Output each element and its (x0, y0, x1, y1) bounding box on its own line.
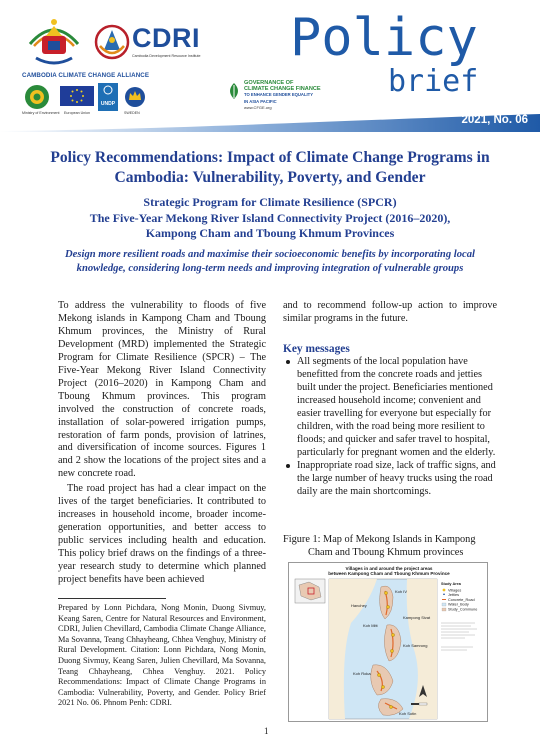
ccca-emblem-logo (26, 14, 82, 68)
gccf-leaf-icon (226, 82, 242, 100)
footnote-divider (58, 598, 166, 599)
ccca-caption: CAMBODIA CLIMATE CHANGE ALLIANCE (22, 72, 150, 79)
cdri-subtext: Cambodia Development Resource Institute (132, 54, 201, 58)
figure-caption-line: Cham and Tboung Khmum provinces (308, 546, 464, 558)
credits-footnote: Prepared by Lonn Pichdara, Nong Monin, Duong Sivmuy, Keang Saren, Centre for Natural Resources and Environment, CDRI, Julien Chevillard, Cambodia Climate Change Alliance, Ma Sovanna, Teang Chhayheang, Chhea Venghuy, Ministry of Rural Development. Citation: Lonn Pichdara, Nong Monin, Duong Sivmuy, Keang Saren, Julien Chevillard, Ma Sovanna, Teang Chhayheang, Chhea Venghuy. 2021. Policy Recommendations: Impact of Climate Change Programs in Cambodia: Vulnerability, Poverty, and Gender. Policy Brief 2021 No. 06. Phnom Penh: CDRI. (58, 603, 266, 708)
tagline: Design more resilient roads and maximise their socioeconomic benefits by incorporating local knowledge, considering long-term needs and improving integration of vulnerable groups (65, 249, 475, 274)
legend-item: Study_Commune (448, 607, 478, 612)
cdri-emblem-icon (94, 20, 130, 64)
issue-ribbon (0, 110, 540, 132)
subtitle-line: Kampong Cham and Tboung Khmum Provinces (145, 226, 395, 240)
page-number: 1 (264, 726, 269, 736)
gccf-line: IN ASIA PACIFIC (244, 98, 277, 104)
map-place-label: Koh Mitt (363, 623, 378, 628)
map-title-line: between Kampong Cham and Tboung Khmum Province (328, 571, 450, 577)
small-logo-caption: European Union (64, 111, 90, 115)
page-title: Policy Recommendations: Impact of Climate Change Programs in Cambodia: Vulnerability, Poverty, and Gender (50, 149, 490, 186)
gccf-line: www.CFGE.org (244, 104, 272, 110)
map-graphic (289, 563, 489, 723)
legend-item: Water_Body (448, 602, 469, 607)
legend-item: Concrete_Road (448, 597, 475, 602)
legend-item: Jetties (448, 593, 459, 597)
legend-commune-icon (442, 608, 446, 611)
issue-number: 2021, No. 06 (461, 114, 528, 126)
legend-village-icon (443, 589, 446, 592)
map-place-label: Kampong Sivat (403, 615, 431, 620)
map-place-label: Hanchey (351, 603, 367, 608)
map-place-label: Koh Samrong (403, 643, 428, 648)
body-paragraph: The road project has had a clear impact on the lives of the target beneficiaries. It contributed to increases in household income, broader income-generation opportunities, and better access to public services including health and education. This policy brief draws on the findings of a three-year research study to determine which planned project benefits have been achieved (58, 483, 266, 586)
legend-jetty-icon (443, 593, 445, 595)
legend-item: Villages (448, 588, 462, 593)
key-message-text: All segments of the local population have benefitted from the concrete roads and jetties built under the project. Beneficiaries mentioned increased household income; convenient and easier travelling for everyone but especially for children, with the road being more resilient to floods; and quicker and safer travel to hospital, particularly for pregnant women and the elderly. (297, 356, 496, 458)
left-column (58, 300, 266, 589)
body-paragraph: and to recommend follow-up action to improve similar programs in the future. (283, 300, 497, 324)
small-logo-caption: SWEDEN (124, 111, 140, 115)
page-subtitle (40, 195, 500, 242)
svg-text:UNDP: UNDP (100, 101, 116, 107)
key-messages-heading: Key messages (283, 343, 350, 355)
undp-logo (98, 83, 118, 111)
list-item (283, 460, 497, 499)
policy-wordmark: Policy (290, 8, 478, 68)
legend-water-icon (442, 603, 446, 606)
legend-title: Study Area (441, 582, 461, 586)
gccf-line: GOVERNANCE OF (244, 80, 294, 86)
brief-wordmark: brief (388, 64, 479, 99)
map-place-label: Koh IV (395, 589, 408, 594)
figure-caption-line: Figure 1: Map of Mekong Islands in Kampong (283, 534, 476, 545)
map-title-line: Villages in and around the project areas (345, 566, 433, 571)
map-place-label: Koh Sotin (399, 711, 417, 716)
sweden-crown-logo (124, 84, 146, 110)
figure-map (288, 562, 488, 722)
gccf-line: CLIMATE CHANGE FINANCE (244, 86, 321, 93)
subtitle-line: Strategic Program for Climate Resilience (SPCR) (143, 195, 397, 209)
subtitle-line: The Five-Year Mekong River Island Connectivity Project (2016–2020), (89, 210, 451, 225)
ministry-of-environment-logo (24, 84, 50, 110)
body-paragraph: To address the vulnerability to floods of five Mekong islands in Kampong Cham and Tboung Khmum provinces, the Ministry of Rural Development (MRD) implemented the Strategic Program for Climate Resilience (SPCR) – The Five-Year Mekong River Island Connectivity Project (2016–2020) in Kampong Cham and Tboung Khmum provinces. This program involved the construction of concrete roads, installation of solar-powered irrigation pumps, restoration of farm ponds, provision of latrines, and diversification of income sources. Figures 1 and 2 show the locations of the project sites and a new concrete road. (58, 300, 266, 480)
key-messages-list (283, 356, 497, 498)
bullet-icon (286, 360, 290, 364)
cdri-logo (94, 20, 206, 64)
gccf-line: TO ENHANCE GENDER EQUALITY (244, 92, 314, 98)
key-message-text: Inappropriate road size, lack of traffic signs, and the large number of heavy trucks using the road daily are the main shortcomings. (297, 459, 496, 497)
list-item (283, 356, 497, 460)
map-place-label: Koh Roka (353, 671, 371, 676)
small-logo-caption: Ministry of Environment (22, 111, 60, 115)
scale-bar-icon (411, 703, 427, 705)
cdri-wordmark: CDRI (132, 23, 200, 53)
figure-caption (283, 534, 497, 560)
bullet-icon (286, 464, 290, 468)
gccf-logo (226, 80, 321, 114)
eu-flag-logo (60, 86, 94, 106)
right-column (283, 300, 497, 326)
